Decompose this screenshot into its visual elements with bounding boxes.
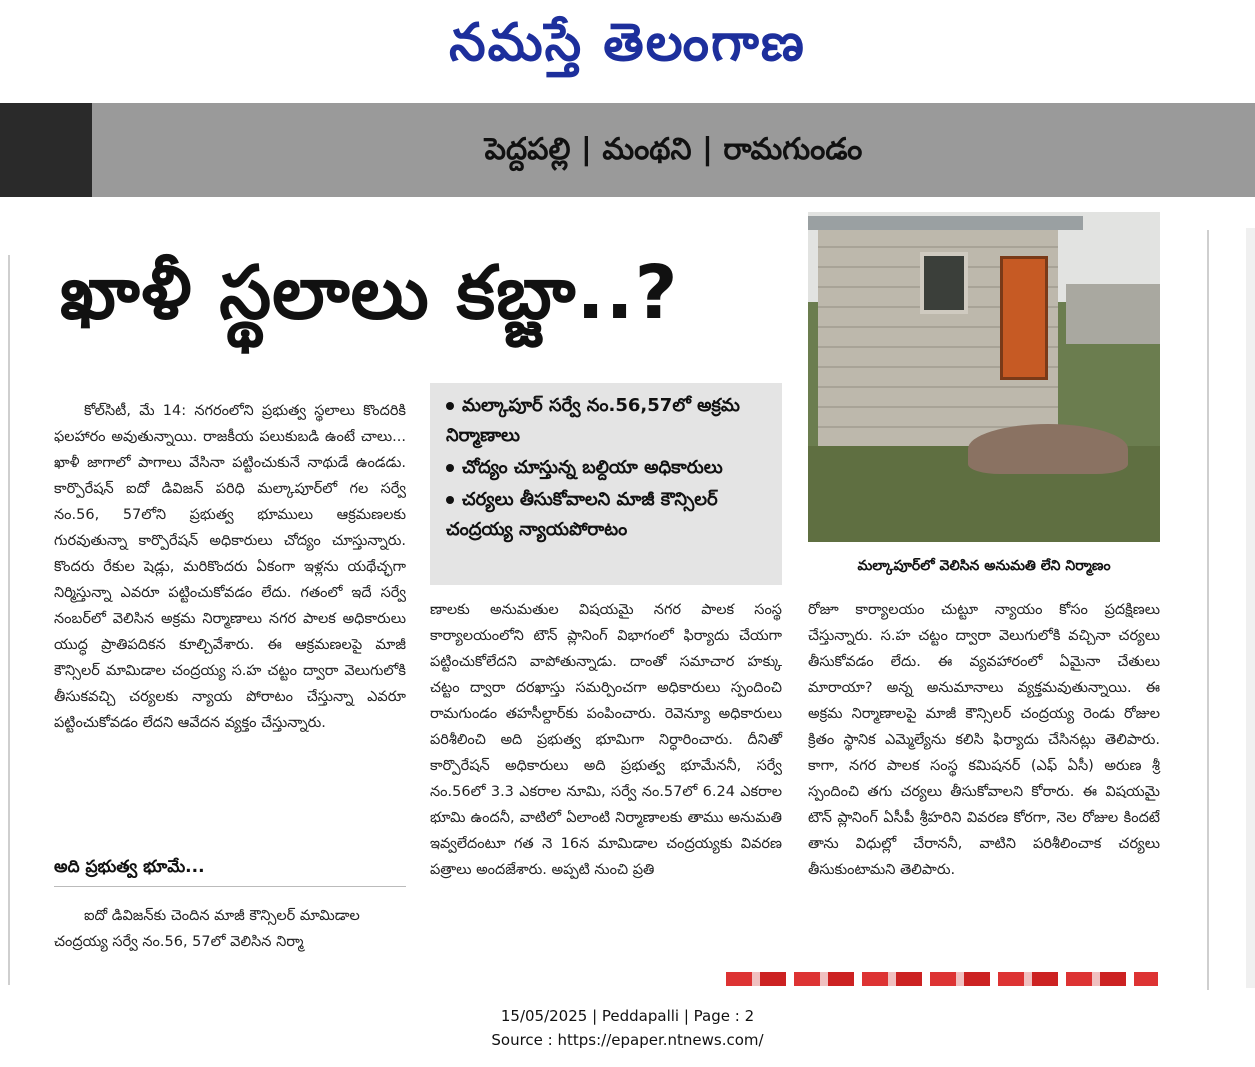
article-column-1 [54, 398, 406, 736]
column-1-text: కోల్‌సిటీ, మే 14: నగరంలోని ప్రభుత్వ స్థలాలు కొందరికి ఫలహారం అవుతున్నాయి. రాజకీయ పలుకుబడి ఉంటే చాలు... ఖాళీ జాగాలో పాగాలు వేసినా పట్టించుకునే నాథుడే ఉండడు. కార్పొరేషన్ ఐదో డివిజన్ పరిధి మల్కాపూర్‌లో గల సర్వే నం.56, 57లోని ప్రభుత్వ భూములు ఆక్రమణలకు గురవుతున్నా కార్పొరేషన్ అధికారులు చోద్యం చూస్తున్నారు. కొందరు రేకుల షెడ్లు, మరికొందరు ఏకంగా ఇళ్లను యథేచ్ఛగా నిర్మిస్తున్నా ఎవరూ పట్టించుకోవడం లేదు. గతంలో ఇదే సర్వే నంబర్‌లో వెలిసిన అక్రమ నిర్మాణాలు నగర పాలక అధికారులు యుద్ధ ప్రాతిపదికన కూల్చివేశారు. ఈ ఆక్రమణలపై మాజీ కౌన్సిలర్ మామిడాల చంద్రయ్య స.హ చట్టం ద్వారా వెలుగులోకి తీసుకవచ్చి చర్యలకు న్యాయ పోరాటం చేస్తున్నా ఎవరూ పట్టించుకోవడం లేదని ఆవేదన వ్యక్తం చేస్తున్నారు. [54, 403, 406, 731]
highlights-box [430, 383, 782, 585]
footer-source: Source : https://epaper.ntnews.com/ [491, 1031, 764, 1049]
article-column-3 [808, 597, 1160, 883]
bullet-icon [446, 496, 454, 504]
article-headline: ఖాళీ స్థలాలు కబ్జా..? [60, 250, 679, 336]
edition-band [0, 103, 1255, 197]
footer-date-page: 15/05/2025 | Peddapalli | Page : 2 [500, 1007, 755, 1025]
left-column-rule [8, 255, 10, 985]
photo-caption: మల్కాపూర్‌లో వెలిసిన అనుమతి లేని నిర్మాణం [857, 558, 1111, 574]
bullet-icon [446, 402, 454, 410]
masthead [0, 0, 1255, 100]
article-subhead: అది ప్రభుత్వ భూమే... [54, 857, 205, 877]
advertisement-strip [726, 972, 1158, 986]
highlight-item [446, 485, 772, 545]
band-dark-tab [0, 103, 92, 197]
bullet-icon [446, 464, 454, 472]
right-column-rule [1207, 230, 1209, 990]
adjacent-article-edge [1246, 228, 1255, 988]
photo-boundary-wall [1066, 284, 1160, 344]
photo-roof [808, 216, 1083, 230]
photo-soil-mound [968, 424, 1128, 474]
highlight-item [446, 391, 772, 451]
highlight-item [446, 453, 772, 483]
photo-door [1000, 256, 1048, 380]
article-photo [808, 212, 1160, 542]
highlight-text: చోద్యం చూస్తున్న బల్దియా అధికారులు [462, 457, 723, 478]
highlight-text: మల్కాపూర్ సర్వే నం.56,57లో అక్రమ నిర్మాణాలు [446, 395, 740, 446]
column-2-text: ణాలకు అనుమతుల విషయమై నగర పాలక సంస్థ కార్యాలయంలోని టౌన్ ప్లానింగ్ విభాగంలో ఫిర్యాదు చేయగా పట్టించుకోలేదని వాపోతున్నాడు. దాంతో సమాచార హక్కు చట్టం ద్వారా దరఖాస్తు సమర్పించగా అధికారులు స్పందించి రామగుండం తహసీల్దార్‌కు పంపించారు. రెవెన్యూ అధికారులు పరిశీలించి అది ప్రభుత్వ భూమిగా నిర్ధారించారు. దీనితో కార్పొరేషన్ అధికారులు అది ప్రభుత్వ భూమేననీ, సర్వే నం.56లో 3.3 ఎకరాల నూమి, సర్వే నం.57లో 6.24 ఎకరాల భూమి ఉందనీ, వాటిలో ఏలాంటి నిర్మాణాలకు తాము అనుమతి ఇవ్వలేదంటూ గత నె 16న మామిడాల చంద్రయ్యకు వివరణ పత్రాలు అందజేశారు. అప్పటి నుంచి ప్రతి [430, 602, 782, 878]
edition-label: పెద్దపల్లి | మంథని | రామగుండం [484, 132, 863, 167]
column-3-text: రోజూ కార్యాలయం చుట్టూ న్యాయం కోసం ప్రదక్షిణలు చేస్తున్నారు. స.హ చట్టం ద్వారా వెలుగులోకి వచ్చినా చర్యలు తీసుకోవడం లేదు. ఈ వ్యవహారంలో ఏమైనా చేతులు మారాయా? అన్న అనుమానాలు వ్యక్తమవుతున్నాయి. ఈ అక్రమ నిర్మాణాలపై మాజీ కౌన్సిలర్ చంద్రయ్య రెండు రోజుల క్రితం స్థానిక ఎమ్మెల్యేను కలిసి ఫిర్యాదు చేసినట్లు తెలిపారు. కాగా, నగర పాలక సంస్థ కమిషనర్ (ఎఫ్ ఏసీ) అరుణ శ్రీ స్పందించి తగు చర్యలు తీసుకోవాలని కోరారు. ఈ విషయమై టౌన్ ప్లానింగ్ ఏసీపీ శ్రీహరిని వివరణ కోరగా, నెల రోజుల కిందటే తాను విధుల్లో చేరాననీ, వాటిని పరిశీలించాక చర్యలు తీసుకుంటామని తెలిపారు. [808, 602, 1160, 878]
page-footer [0, 1004, 1255, 1052]
subhead-rule [54, 886, 406, 887]
column-1-continued-text: ఐదో డివిజన్‌కు చెందిన మాజీ కౌన్సిలర్ మామిడాల చంద్రయ్య సర్వే నం.56, 57లో వెలిసిన నిర్మా [54, 908, 360, 950]
article-column-2 [430, 597, 782, 883]
newspaper-logo: నమస్తే తెలంగాణ [449, 12, 806, 73]
highlight-text: చర్యలు తీసుకోవాలని మాజీ కౌన్సిలర్ చంద్రయ్య న్యాయపోరాటం [446, 489, 718, 540]
photo-window [920, 252, 968, 314]
